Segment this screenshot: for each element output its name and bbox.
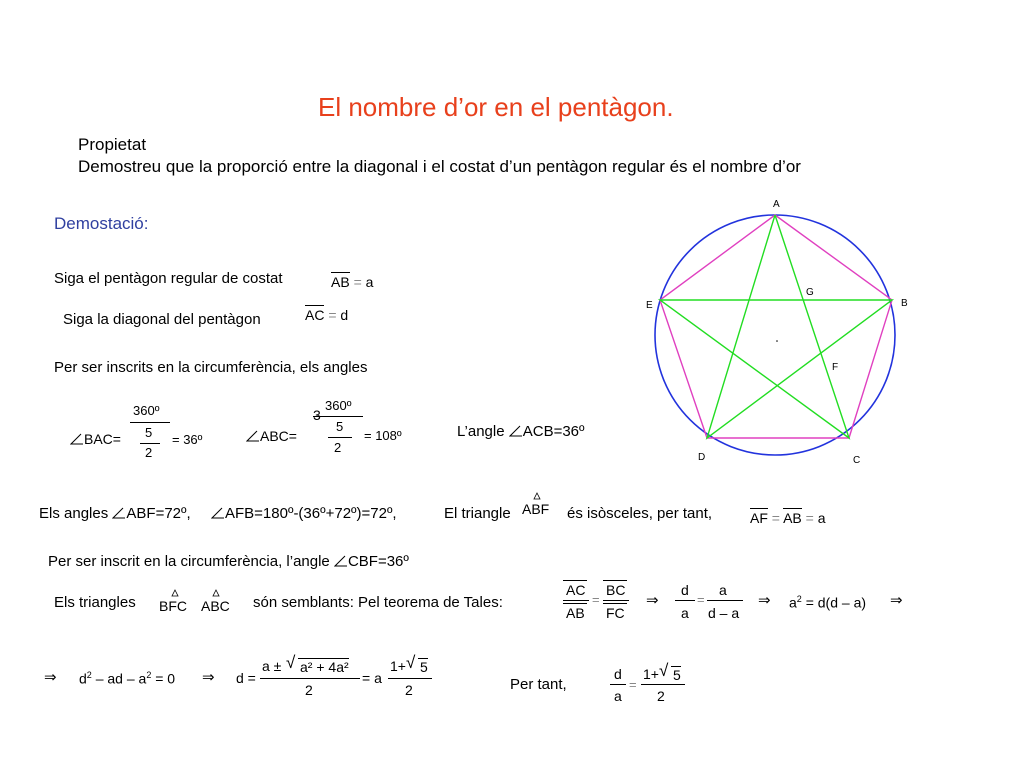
vertex-label-a: A — [773, 199, 780, 210]
center-dot — [776, 340, 778, 342]
vertex-label-c: C — [853, 455, 861, 466]
angles-abf-afb — [39, 505, 397, 522]
abc-denominator-top: 5 — [336, 419, 344, 434]
proof-heading: Demostació: — [54, 214, 149, 233]
angle-abc-label — [246, 428, 297, 444]
triangle-icon — [171, 589, 179, 597]
segment-ac: AC — [305, 307, 325, 323]
bac-result: = 36º — [172, 432, 203, 447]
implies-arrow: ⇒ — [44, 669, 57, 686]
ratio-ac: AC — [566, 582, 586, 598]
ratio-d-minus-a: d – a — [708, 605, 740, 621]
quadratic-relation — [789, 594, 866, 611]
fraction-bar — [328, 437, 352, 438]
isosceles-text: és isòsceles, per tant, — [567, 505, 713, 522]
solution-d: d = — [236, 670, 256, 686]
bac-denominator-bottom: 2 — [145, 445, 153, 460]
abc-result: = 108º — [364, 428, 402, 443]
abc-denominator-bottom: 2 — [334, 440, 342, 455]
vertex-label-b: B — [901, 298, 908, 309]
inscribed-angles-text: Per ser inscrits en la circumferència, els angles — [54, 359, 368, 376]
pentagon-diagonal-text: Siga la diagonal del pentàgon — [63, 311, 261, 328]
fraction-bar — [675, 600, 695, 601]
equals-sign: = — [697, 592, 705, 607]
abc-coefficient: 3 — [313, 407, 321, 423]
angle-icon — [334, 555, 348, 567]
eq2-exponent: 2 — [86, 670, 92, 680]
triangle-abf: ABF — [522, 501, 550, 517]
angle-acb-prefix: L’angle — [457, 423, 505, 440]
eq2-exponent: 2 — [146, 670, 152, 680]
fraction-bar — [313, 416, 363, 417]
ratio-ab: AB — [566, 605, 585, 621]
triangle-label: El triangle — [444, 505, 511, 522]
overline — [563, 603, 587, 604]
triangle-icon — [533, 492, 541, 500]
equation-ac-d — [305, 307, 348, 323]
triangle-bfc: BFC — [159, 598, 187, 614]
quad-exponent: 2 — [796, 594, 802, 604]
bac-denominator-top: 5 — [145, 425, 153, 440]
angle-bac-label — [70, 431, 121, 447]
solution-radical — [298, 658, 349, 675]
angle-cbf-value: CBF=36º — [347, 553, 409, 570]
ratio-fc: FC — [606, 605, 625, 621]
angle-abc-text: ABC= — [260, 428, 297, 444]
triangle-icon — [212, 589, 220, 597]
angle-icon — [509, 425, 523, 437]
radical-content: √ 5 — [418, 658, 428, 675]
segment-af: AF — [750, 510, 768, 526]
implies-arrow: ⇒ — [646, 592, 659, 609]
pentagon-side-text: Siga el pentàgon regular de costat — [54, 270, 283, 287]
vertex-label-d: D — [698, 452, 706, 463]
angle-afb-value: AFB=180º-(36º+72º)=72º, — [225, 505, 397, 522]
angle-abf-value: ABF=72º, — [126, 505, 191, 522]
fraction-bar — [260, 678, 360, 679]
angle-icon — [246, 430, 260, 442]
eq2-d: d — [79, 670, 87, 687]
side-value: a — [365, 274, 374, 290]
fraction-bar — [130, 422, 170, 423]
page-title: El nombre d’or en el pentàgon. — [318, 92, 674, 122]
solution-numerator-1: 1+ — [390, 658, 406, 674]
inscribed-cbf-text: Per ser inscrit en la circumferència, l’angle — [48, 553, 330, 570]
angle-acb-value: ACB=36º — [522, 423, 585, 440]
eq2-middle: – ad – a — [95, 670, 147, 687]
angle-acb — [457, 423, 585, 440]
angle-icon — [112, 507, 126, 519]
implies-arrow: ⇒ — [758, 592, 771, 609]
angle-bac-text: BAC= — [84, 431, 121, 447]
equals-sign: = — [328, 307, 337, 323]
final-radical-5 — [671, 666, 681, 683]
circumcircle — [655, 215, 895, 455]
solution-denominator-2: 2 — [405, 682, 413, 698]
fraction-bar — [603, 600, 629, 601]
equation-ab-a — [331, 274, 373, 290]
final-numerator-1: 1+ — [643, 666, 659, 682]
radical-content: √ a² + 4a² — [298, 658, 349, 675]
equals-sign: = — [629, 677, 637, 692]
final-denominator: 2 — [657, 688, 665, 704]
ratio-a2: a — [719, 582, 727, 598]
quad-rest: = d(d – a) — [805, 594, 867, 611]
segment-ab: AB — [783, 510, 802, 526]
abc-numerator: 360º — [325, 398, 352, 413]
per-tant: Per tant, — [510, 676, 567, 693]
angle-icon — [211, 507, 225, 519]
fraction-bar — [563, 600, 589, 601]
solution-radical-5 — [418, 658, 428, 675]
ratio-bc: BC — [606, 582, 626, 598]
equation-af-ab-a — [750, 510, 826, 526]
inscribed-cbf — [48, 553, 409, 570]
fraction-bar — [140, 443, 160, 444]
equals-sign: = — [805, 510, 814, 526]
triangle-abc: ABC — [201, 598, 230, 614]
triangles-label: Els triangles — [54, 594, 136, 611]
equals-sign: = — [771, 510, 780, 526]
fraction-bar — [388, 678, 432, 679]
vertex-label-e: E — [646, 300, 653, 311]
fraction-bar — [610, 684, 626, 685]
implies-arrow: ⇒ — [890, 592, 903, 609]
equals-sign: = — [592, 592, 600, 607]
final-d: d — [614, 666, 622, 682]
solution-equals-a: = a — [362, 670, 382, 686]
pentagon-figure — [640, 190, 910, 470]
property-statement: Demostreu que la proporció entre la diagonal i el costat d’un pentàgon regular és el nombre d’or — [78, 157, 801, 176]
overline — [603, 603, 627, 604]
final-a: a — [614, 688, 622, 704]
quad-a: a — [789, 594, 797, 611]
side-value: a — [817, 510, 826, 526]
overline — [603, 580, 627, 581]
segment-ab: AB — [331, 274, 350, 290]
eq2-right: = 0 — [155, 670, 176, 687]
ratio-d: d — [681, 582, 689, 598]
fraction-bar — [641, 684, 685, 685]
ratio-a: a — [681, 605, 689, 621]
angle-icon — [70, 433, 84, 445]
solution-numerator-a: a ± — [262, 658, 282, 674]
similar-text: són semblants: Pel teorema de Tales: — [253, 594, 503, 611]
bac-numerator: 360º — [133, 403, 160, 418]
point-label-f: F — [832, 362, 839, 373]
equals-sign: = — [353, 274, 362, 290]
solution-denominator: 2 — [305, 682, 313, 698]
diagonal-value: d — [340, 307, 349, 323]
point-label-g: G — [806, 287, 814, 298]
implies-arrow: ⇒ — [202, 669, 215, 686]
property-heading: Propietat — [78, 135, 147, 154]
fraction-bar — [707, 600, 743, 601]
quadratic-equation — [79, 670, 175, 687]
angles-prefix: Els angles — [39, 505, 109, 522]
overline — [563, 580, 587, 581]
radical-content: √ 5 — [671, 666, 681, 683]
